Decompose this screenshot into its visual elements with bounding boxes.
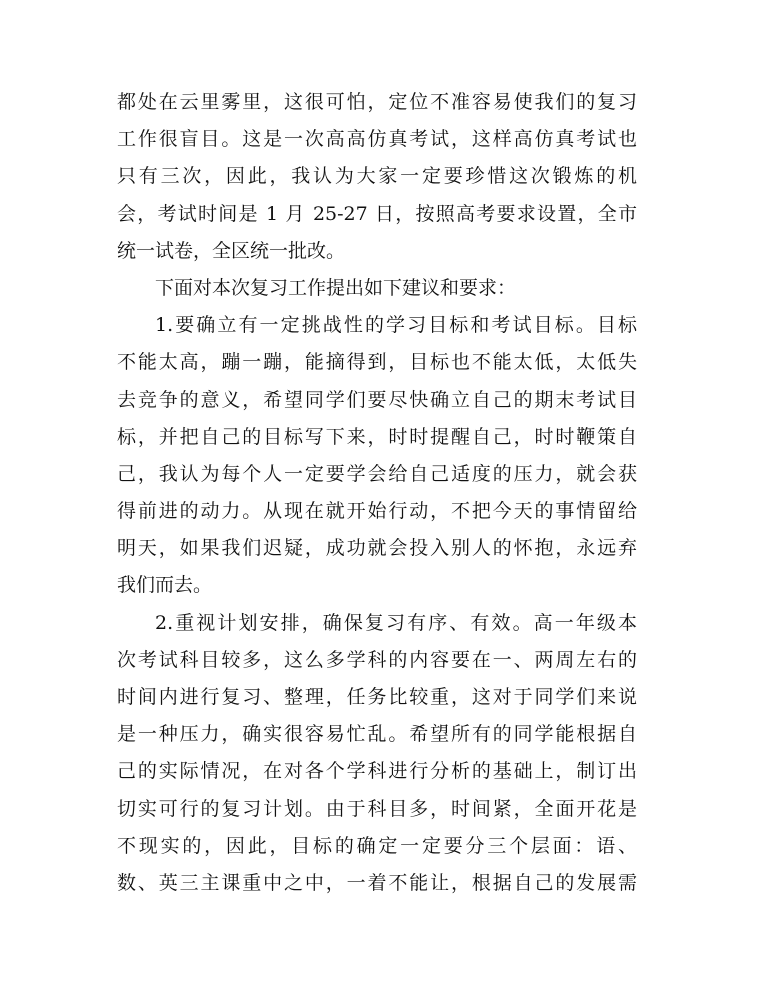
text-line: 工作很盲目。这是一次高高仿真考试，这样高仿真考试也 — [117, 128, 637, 151]
text-line: 都处在云里雾里，这很可怕，定位不准容易使我们的复习 — [117, 91, 637, 113]
paragraph-start-line: 2.重视计划安排，确保复习有序、有效。高一年级本 — [155, 611, 637, 634]
text-line: 数、英三主课重中之中，一着不能让，根据自己的发展需 — [117, 871, 637, 894]
text-line: 是一种压力，确实很容易忙乱。希望所有的同学能根据自 — [117, 723, 637, 746]
text-line: 我们而去。 — [117, 574, 213, 597]
text-line: 时间内进行复习、整理，任务比较重，这对于同学们来说 — [117, 686, 637, 708]
text-line: 标，并把自己的目标写下来，时时提醒自己，时时鞭策自 — [117, 425, 637, 448]
text-line: 去竞争的意义，希望同学们要尽快确立自己的期末考试目 — [117, 388, 637, 411]
text-line: 切实可行的复习计划。由于科目多，时间紧，全面开花是 — [117, 797, 637, 820]
text-line: 不能太高，蹦一蹦，能摘得到，目标也不能太低，太低失 — [117, 351, 637, 374]
text-line: 统一试卷，全区统一批改。 — [117, 239, 346, 262]
document-body — [117, 84, 637, 902]
text-line: 不现实的，因此，目标的确定一定要分三个层面：语、 — [117, 834, 637, 857]
text-line: 得前进的动力。从现在就开始行动，不把今天的事情留给 — [117, 500, 637, 523]
text-line: 明天，如果我们迟疑，成功就会投入别人的怀抱，永远弃 — [117, 537, 637, 560]
text-line: 会，考试时间是 1 月 25-27 日，按照高考要求设置，全市 — [117, 202, 637, 225]
paragraph-start-line: 1.要确立有一定挑战性的学习目标和考试目标。目标 — [155, 314, 637, 337]
text-line: 只有三次，因此，我认为大家一定要珍惜这次锻炼的机 — [117, 165, 637, 188]
paragraph-start-line: 下面对本次复习工作提出如下建议和要求： — [155, 276, 517, 299]
text-line: 己的实际情况，在对各个学科进行分析的基础上，制订出 — [117, 760, 637, 783]
text-line: 己，我认为每个人一定要学会给自己适度的压力，就会获 — [117, 462, 637, 485]
text-line: 次考试科目较多，这么多学科的内容要在一、两周左右的 — [117, 648, 637, 671]
